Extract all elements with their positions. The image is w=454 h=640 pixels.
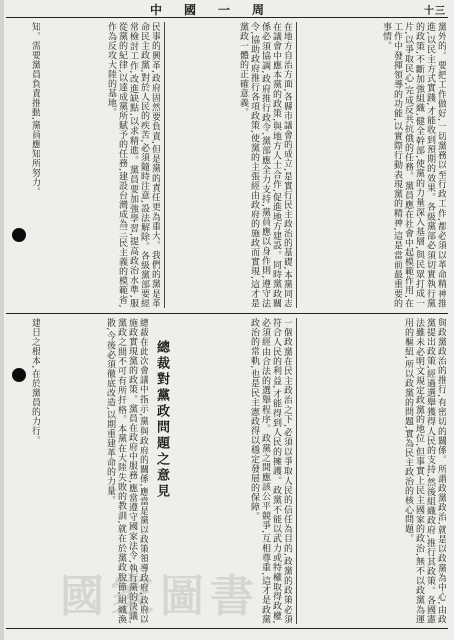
top-column-left: 民事的興革,政府固然要負責,但是黨的責任更為重大。我們的黨是革命民主政黨,對於人民的疾苦,必須隨時注意,設法解除。各級黨部要經常檢討工作,改進缺點,以求精進。黨員要加強學習,提高政治水準,服從黨的紀律,以達成黨所賦予的任務,建設台灣成為三民主義的模範省,作為反攻大陸的基地。 [106, 22, 160, 308]
bottom-column-middle: 一個政黨在民主政治之下,必須以爭取人民的信任為目的,政黨的政策必須符合人民的利益,才能得到人民的擁護。政黨不能以武力或特權取得政權,必須經由合法的選舉程序。政黨之間應該公平競爭,互相尊重,這才是政黨政治的常軌,也是民主憲政得以穩定發展的保障。 [249, 318, 292, 624]
binding-hole [12, 368, 26, 382]
column-separator [296, 318, 297, 624]
top-rule [6, 17, 448, 18]
bottom-column-left: 總裁在此次會議中指示,黨與政府的關係,應當是黨以政策領導政府,政府以施政實現黨的政策。黨員在政府中服務,應當遵守國家法令,執行黨的決議,黨政之間不可有所扞格。本黨在大陸失敗的教訓,就在於黨政脫節,組織渙散,今後必須徹底改造,以期重建革命的力量。 [105, 318, 148, 624]
middle-rule [6, 313, 448, 314]
article-title: 總裁對黨政問題之意見 [154, 340, 169, 500]
column-separator [164, 22, 165, 308]
top-column-right: 黨外的。要把工作做好,一切黨務以至行政工作,都必須以革命精神推進,以民主方式實踐,才能收到預期的效果。各級黨部必須切實執行黨的政策,不斷加強組織,健全幹部,使黨的力量深入基層,與民眾打成一片,以爭取民心,完成反共抗俄的任務。黨員應在社會中起模範作用,在工作中發揮領導的功能,以實際行動表現黨的精神,這是當前最重要的事情。 [381, 22, 446, 308]
page-edge-shadow [0, 0, 4, 640]
library-watermark: 國家圖書 [60, 571, 260, 622]
column-separator [296, 22, 297, 308]
binding-hole [12, 228, 26, 242]
top-column-edge: 知。需要黨員負責推動,黨員應知所努力。 [30, 22, 40, 197]
page-header [0, 0, 454, 16]
page-number: 十三 [424, 6, 446, 17]
journal-title: 中國一周 [150, 3, 287, 17]
bottom-column-right: 與政黨政治的推行,有密切的關係。所謂政黨政治,就是以政黨為中心,由政黨提出政策,經過選舉獲得人民的支持,然後組織政府,推行其政策。各國憲法雖未必明文規定政黨的地位,但事實上民主國家的政治,無不以政黨為運用的樞紐,所以政黨的問題,實為民主政治的核心問題。 [403, 318, 446, 624]
bottom-column-edge: 建日之根本,在於黨員的力行。 [30, 318, 40, 445]
bottom-rule [6, 628, 448, 629]
top-column-middle: 在地方自治方面,各縣市議會的成立,是實行民主政治的基礎,本黨同志在議會中應本黨的政策,與地方人士合作,促進地方建設。同時黨政關係必須協調,政府推行政令,黨部應全力支持,黨員應以身作則,遵守法令,協助政府推行各項政策,使黨的主張經由政府的施政而實現,這才是黨政一體的正確意義。 [238, 22, 292, 308]
